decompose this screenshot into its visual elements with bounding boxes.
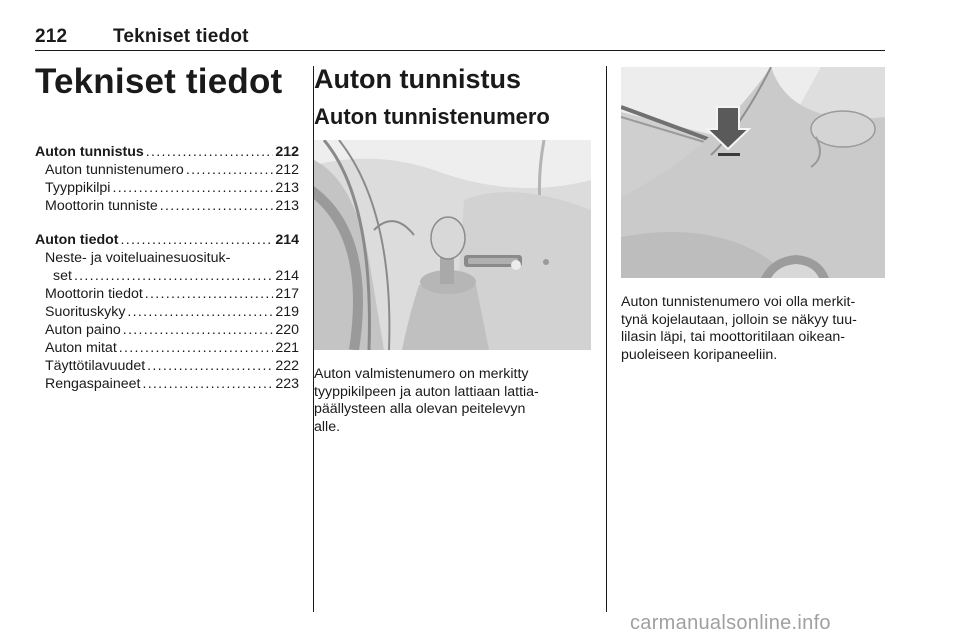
column-divider-right	[606, 66, 607, 612]
subsection-heading: Auton tunnistenumero	[314, 104, 550, 129]
table-of-contents	[35, 143, 299, 393]
header-rule	[35, 50, 885, 51]
toc-entry[interactable]: Suorituskyky ..... 219	[35, 303, 299, 321]
illustration-windscreen-vin	[621, 67, 885, 278]
paragraph-right: Auton tunnistenumero voi olla merkit- tynä kojelautaan, jolloin se näkyy tuu- lilasin läpi, tai moottoritilaan oikean- puoleiseen koripaneeliin.	[621, 294, 857, 363]
toc-entry-auton-tiedot[interactable]: Auton tiedot ..... 214	[35, 231, 299, 249]
chapter-title: Tekniset tiedot	[35, 62, 283, 101]
toc-entry[interactable]: Auton paino ..... 220	[35, 321, 299, 339]
section-heading: Auton tunnistus	[314, 64, 521, 94]
watermark: carmanualsonline.info	[630, 612, 831, 634]
toc-entry-label-line1[interactable]: Neste- ja voiteluainesuosituk-	[45, 250, 231, 266]
toc-entry[interactable]: Täyttötilavuudet ..... 222	[35, 357, 299, 375]
toc-entry[interactable]: Moottorin tiedot ..... 217	[35, 285, 299, 303]
toc-entry[interactable]: Auton mitat ..... 221	[35, 339, 299, 357]
page-number: 212	[35, 26, 68, 47]
toc-entry[interactable]: set ..... 214	[35, 267, 299, 285]
running-header-title: Tekniset tiedot	[113, 26, 249, 47]
toc-entry[interactable]: Auton tunnistenumero ..... 212	[35, 161, 299, 179]
toc-entry[interactable]: Tyyppikilpi ..... 213	[35, 179, 299, 197]
toc-entry-auton-tunnistus[interactable]: Auton tunnistus ..... 212	[35, 143, 299, 161]
illustration-interior-floor	[314, 140, 591, 350]
toc-entry[interactable]: Moottorin tunniste ..... 213	[35, 197, 299, 215]
paragraph-middle: Auton valmistenumero on merkitty tyyppikilpeen ja auton lattiaan lattia- päällysteen alla olevan peitelevyn alle.	[314, 366, 539, 435]
toc-entry[interactable]: Rengaspaineet ..... 223	[35, 375, 299, 393]
